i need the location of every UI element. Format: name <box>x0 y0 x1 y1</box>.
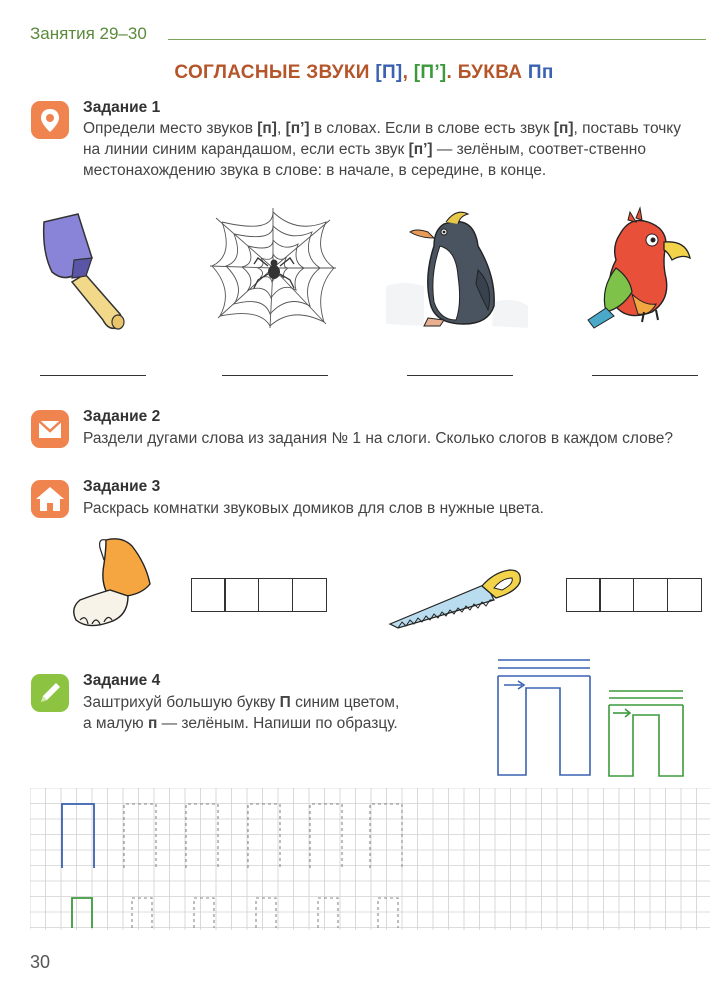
small-letter-sample <box>607 690 685 778</box>
task3-text: Раскрась комнатки звуковых домиков для слов в нужные цвета. <box>83 500 544 517</box>
sound-house-saw[interactable] <box>567 578 702 612</box>
paw-picture <box>66 534 156 634</box>
answer-line-1[interactable] <box>40 375 146 376</box>
big-letter-sample <box>496 659 592 777</box>
penguin-picture <box>384 206 530 334</box>
house-icon <box>31 480 69 518</box>
task2-text: Раздели дугами слова из задания № 1 на слоги. Сколько слогов в каждом слове? <box>83 430 674 447</box>
spider-web-picture <box>208 206 338 331</box>
task4-text: Заштрихуй большую букву П синим цветом, а малую п — зелёным. Напиши по образцу. <box>83 694 400 732</box>
answer-line-3[interactable] <box>407 375 513 376</box>
page-title: СОГЛАСНЫЕ ЗВУКИ [П], [П’]. БУКВА Пп <box>174 62 554 83</box>
answer-line-2[interactable] <box>222 375 328 376</box>
pencil-icon <box>31 674 69 712</box>
envelope-icon <box>31 410 69 448</box>
task1-text: Определи место звуков [п], [п’] в словах. Если в слове есть звук [п], поставь точку на линии синим карандашом, если есть звук [п’] — зелёным, соответ-ственно местонахождению звука в слове: в начале, в середине, в конце. <box>83 120 682 179</box>
header-divider <box>168 39 706 40</box>
axe-picture <box>30 212 140 332</box>
answer-line-4[interactable] <box>592 375 698 376</box>
lesson-header: Занятия 29–30 <box>30 24 147 43</box>
task4-title: Задание 4 <box>83 672 161 689</box>
parrot-picture <box>586 204 696 332</box>
sound-house-paw[interactable] <box>192 578 327 612</box>
page-number: 30 <box>30 952 51 972</box>
saw-picture <box>386 564 526 630</box>
writing-grid[interactable] <box>30 788 710 930</box>
task3-title: Задание 3 <box>83 478 161 495</box>
task1-title: Задание 1 <box>83 99 161 116</box>
location-pin-icon <box>31 101 69 139</box>
task2-title: Задание 2 <box>83 408 161 425</box>
